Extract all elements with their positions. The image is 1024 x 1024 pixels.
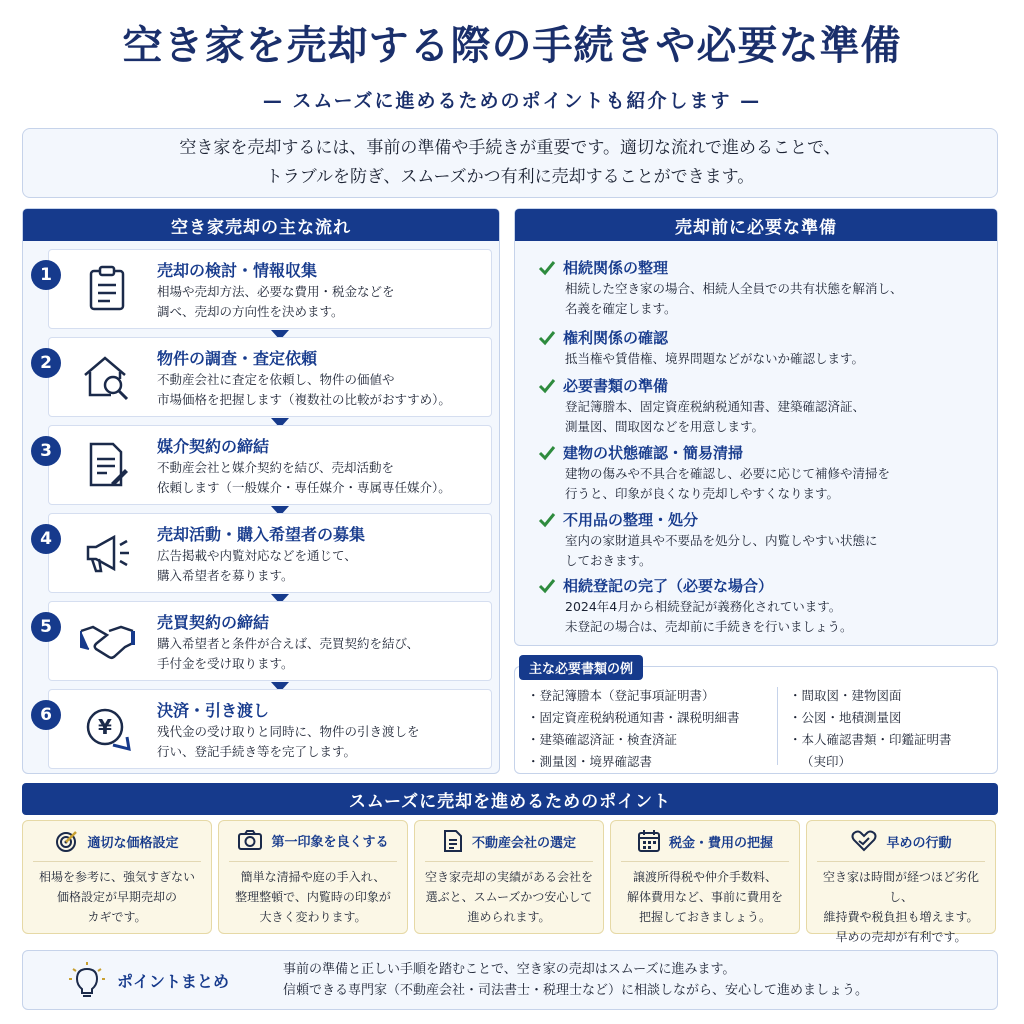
prep-desc-line: 測量図、間取図などを用意します。 bbox=[565, 419, 765, 434]
prep-title: 必要書類の準備 bbox=[563, 377, 669, 395]
yen-coin-icon bbox=[77, 700, 137, 758]
point-title: 第一印象を良くする bbox=[271, 834, 389, 850]
point-desc-line: 選ぶと、スムーズかつ安心して bbox=[425, 890, 593, 904]
check-icon bbox=[537, 443, 557, 463]
camera-icon bbox=[237, 829, 263, 851]
prep-desc-line: 相続した空き家の場合、相続人全員での共有状態を解消し、 bbox=[565, 281, 903, 296]
flow-panel bbox=[22, 208, 500, 774]
point-title: 税金・費用の把握 bbox=[668, 835, 773, 851]
intro-box bbox=[22, 128, 998, 198]
prep-description bbox=[565, 464, 985, 504]
document-item: ・ 固定資産税納税通知書・課税明細書 bbox=[527, 707, 740, 729]
step-description bbox=[157, 722, 489, 762]
point-desc-line: 価格設定が早期売却の bbox=[56, 890, 177, 904]
check-icon bbox=[537, 258, 557, 278]
step-desc-line: 手付金を受け取ります。 bbox=[157, 656, 294, 671]
document-item: ・ 登記簿謄本（登記事項証明書） bbox=[527, 685, 740, 707]
point-description bbox=[813, 867, 989, 947]
documents-list-left bbox=[527, 685, 740, 773]
step-desc-line: 購入希望者を募ります。 bbox=[157, 568, 294, 583]
house-search-icon bbox=[77, 348, 137, 406]
point-description bbox=[617, 867, 793, 927]
point-desc-line: 空き家売却の実績がある会社を bbox=[424, 870, 593, 884]
step-number: 3 bbox=[31, 436, 61, 466]
step-2 bbox=[40, 337, 492, 417]
check-icon bbox=[537, 510, 557, 530]
divider bbox=[425, 861, 593, 862]
summary-text bbox=[283, 959, 868, 1001]
step-desc-line: 残代金の受け取りと同時に、物件の引き渡しを bbox=[157, 724, 420, 739]
prep-title: 相続登記の完了（必要な場合） bbox=[563, 577, 774, 595]
step-description bbox=[157, 370, 489, 410]
point-description bbox=[29, 867, 205, 927]
step-title: 売却の検討・情報収集 bbox=[157, 261, 318, 280]
summary-title: ポイントまとめ bbox=[117, 972, 230, 991]
prep-desc-line: 室内の家財道具や不要品を処分し、内覧しやすい状態に bbox=[565, 533, 878, 548]
step-number: 5 bbox=[31, 612, 61, 642]
flow-heading: 空き家売却の主な流れ bbox=[23, 209, 499, 241]
prep-desc-line: 抵当権や賃借権、境界問題などがないか確認します。 bbox=[565, 351, 865, 366]
summary-box bbox=[22, 950, 998, 1010]
page-subtitle: — スムーズに進めるためのポイントも紹介します — bbox=[262, 90, 762, 112]
point-card bbox=[414, 820, 604, 934]
point-desc-line: カギです。 bbox=[87, 910, 147, 924]
point-desc-line: 簡単な清掃や庭の手入れ、 bbox=[240, 870, 386, 884]
point-title: 適切な価格設定 bbox=[87, 835, 179, 851]
target-icon bbox=[55, 829, 79, 853]
prep-desc-line: しておきます。 bbox=[565, 553, 652, 568]
point-title: 不動産会社の選定 bbox=[471, 835, 576, 851]
document-item: ・ 本人確認書類・印鑑証明書 bbox=[789, 729, 952, 751]
point-desc-line: 把握しておきましょう。 bbox=[638, 910, 771, 924]
heart-hands-icon bbox=[850, 829, 878, 853]
document-icon bbox=[442, 829, 464, 853]
check-icon bbox=[537, 328, 557, 348]
step-5 bbox=[40, 601, 492, 681]
point-desc-line: 進められます。 bbox=[467, 910, 551, 924]
intro-line-1: 空き家を売却するには、事前の準備や手続きが重要です。適切な流れで進めることで、 bbox=[179, 138, 841, 158]
prep-description bbox=[565, 349, 985, 369]
check-icon bbox=[537, 376, 557, 396]
step-desc-line: 購入希望者と条件が合えば、売買契約を結び、 bbox=[157, 636, 420, 651]
document-item-note: （実印） bbox=[801, 754, 852, 769]
summary-line: 信頼できる専門家（不動産会社・司法書士・税理士など）に相談しながら、安心して進めましょう。 bbox=[283, 983, 869, 998]
step-desc-line: 相場や売却方法、必要な費用・税金などを bbox=[157, 284, 395, 299]
prep-desc-line: 未登記の場合は、売却前に手続きを行いましょう。 bbox=[565, 619, 853, 634]
prep-description bbox=[565, 279, 985, 319]
step-title: 売買契約の締結 bbox=[157, 613, 270, 632]
document-item: ・ 建築確認済証・検査済証 bbox=[527, 729, 740, 751]
step-4 bbox=[40, 513, 492, 593]
point-card bbox=[610, 820, 800, 934]
step-1 bbox=[40, 249, 492, 329]
intro-line-2: トラブルを防ぎ、スムーズかつ有利に売却することができます。 bbox=[265, 167, 755, 187]
step-number: 6 bbox=[31, 700, 61, 730]
prep-desc-line: 行うと、印象が良くなり売却しやすくなります。 bbox=[565, 486, 840, 501]
point-desc-line: 早めの売却が有利です。 bbox=[835, 930, 967, 944]
step-description bbox=[157, 546, 489, 586]
prep-heading: 売却前に必要な準備 bbox=[515, 209, 997, 241]
point-card bbox=[218, 820, 408, 934]
step-title: 媒介契約の締結 bbox=[157, 437, 270, 456]
step-desc-line: 依頼します（一般媒介・専任媒介・専属専任媒介）。 bbox=[157, 480, 451, 495]
divider bbox=[33, 861, 201, 862]
step-number: 2 bbox=[31, 348, 61, 378]
divider bbox=[777, 687, 778, 765]
prep-description bbox=[565, 597, 985, 637]
prep-title: 権利関係の確認 bbox=[563, 329, 669, 347]
prep-title: 相続関係の整理 bbox=[563, 259, 669, 277]
prep-title: 建物の状態確認・簡易清掃 bbox=[563, 444, 744, 462]
point-desc-line: 大きく変わります。 bbox=[259, 910, 367, 924]
prep-title: 不用品の整理・処分 bbox=[563, 511, 699, 529]
check-icon bbox=[537, 576, 557, 596]
step-title: 決済・引き渡し bbox=[157, 701, 270, 720]
point-card bbox=[806, 820, 996, 944]
step-desc-line: 不動産会社と媒介契約を結び、売却活動を bbox=[157, 460, 395, 475]
step-description bbox=[157, 282, 489, 322]
step-desc-line: 広告掲載や内覧対応などを通じて、 bbox=[157, 548, 357, 563]
divider bbox=[621, 861, 789, 862]
prep-panel bbox=[514, 208, 998, 646]
point-desc-line: 譲渡所得税や仲介手数料、 bbox=[632, 870, 777, 884]
point-desc-line: 解体費用など、事前に費用を bbox=[626, 890, 783, 904]
step-description bbox=[157, 458, 489, 498]
step-title: 物件の調査・査定依頼 bbox=[157, 349, 318, 368]
documents-list-right bbox=[789, 685, 952, 773]
step-3 bbox=[40, 425, 492, 505]
point-desc-line: 空き家は時間が経つほど劣化し、 bbox=[822, 870, 979, 904]
documents-box bbox=[514, 662, 998, 774]
summary-line: 事前の準備と正しい手順を踏むことで、空き家の売却はスムーズに進みます。 bbox=[283, 962, 736, 977]
step-desc-line: 行い、登記手続き等を完了します。 bbox=[157, 744, 357, 759]
documents-label: 主な必要書類の例 bbox=[519, 655, 643, 680]
step-desc-line: 市場価格を把握します（複数社の比較がおすすめ）。 bbox=[157, 392, 451, 407]
divider bbox=[817, 861, 985, 862]
point-title: 早めの行動 bbox=[886, 835, 952, 851]
point-card bbox=[22, 820, 212, 934]
point-desc-line: 相場を参考に、強気すぎない bbox=[38, 870, 195, 884]
divider bbox=[229, 861, 397, 862]
prep-desc-line: 名義を確定します。 bbox=[565, 301, 677, 316]
point-description bbox=[225, 867, 401, 927]
points-heading: スムーズに売却を進めるためのポイント bbox=[22, 783, 998, 815]
document-item: ・ 測量図・境界確認書 bbox=[527, 751, 740, 773]
megaphone-icon bbox=[77, 524, 137, 582]
clipboard-icon bbox=[77, 260, 137, 318]
handshake-icon bbox=[77, 612, 137, 670]
point-desc-line: 整理整頓で、内覧時の印象が bbox=[235, 890, 391, 904]
step-desc-line: 調べ、売却の方向性を決めます。 bbox=[157, 304, 344, 319]
step-number: 4 bbox=[31, 524, 61, 554]
point-desc-line: 維持費や税負担も増えます。 bbox=[823, 910, 979, 924]
document-item: ・ 公図・地積測量図 bbox=[789, 707, 952, 729]
prep-description bbox=[565, 397, 985, 437]
step-description bbox=[157, 634, 489, 674]
prep-description bbox=[565, 531, 985, 571]
prep-desc-line: 登記簿謄本、固定資産税納税通知書、建築確認済証、 bbox=[565, 399, 866, 414]
step-title: 売却活動・購入希望者の募集 bbox=[157, 525, 366, 544]
point-description bbox=[421, 867, 597, 927]
step-number: 1 bbox=[31, 260, 61, 290]
contract-icon bbox=[77, 436, 137, 494]
prep-desc-line: 建物の傷みや不具合を確認し、必要に応じて補修や清掃を bbox=[565, 466, 891, 481]
document-item: ・ 間取図・建物図面 bbox=[789, 685, 952, 707]
prep-desc-line: 2024年4月から相続登記が義務化されています。 bbox=[565, 599, 842, 614]
page-title: 空き家を売却する際の手続きや必要な準備 bbox=[122, 22, 902, 69]
step-desc-line: 不動産会社に査定を依頼し、物件の価値や bbox=[157, 372, 395, 387]
lightbulb-icon bbox=[69, 961, 105, 1001]
calendar-icon bbox=[637, 829, 661, 853]
step-6 bbox=[40, 689, 492, 769]
svg-text:¥: ¥ bbox=[98, 715, 112, 739]
